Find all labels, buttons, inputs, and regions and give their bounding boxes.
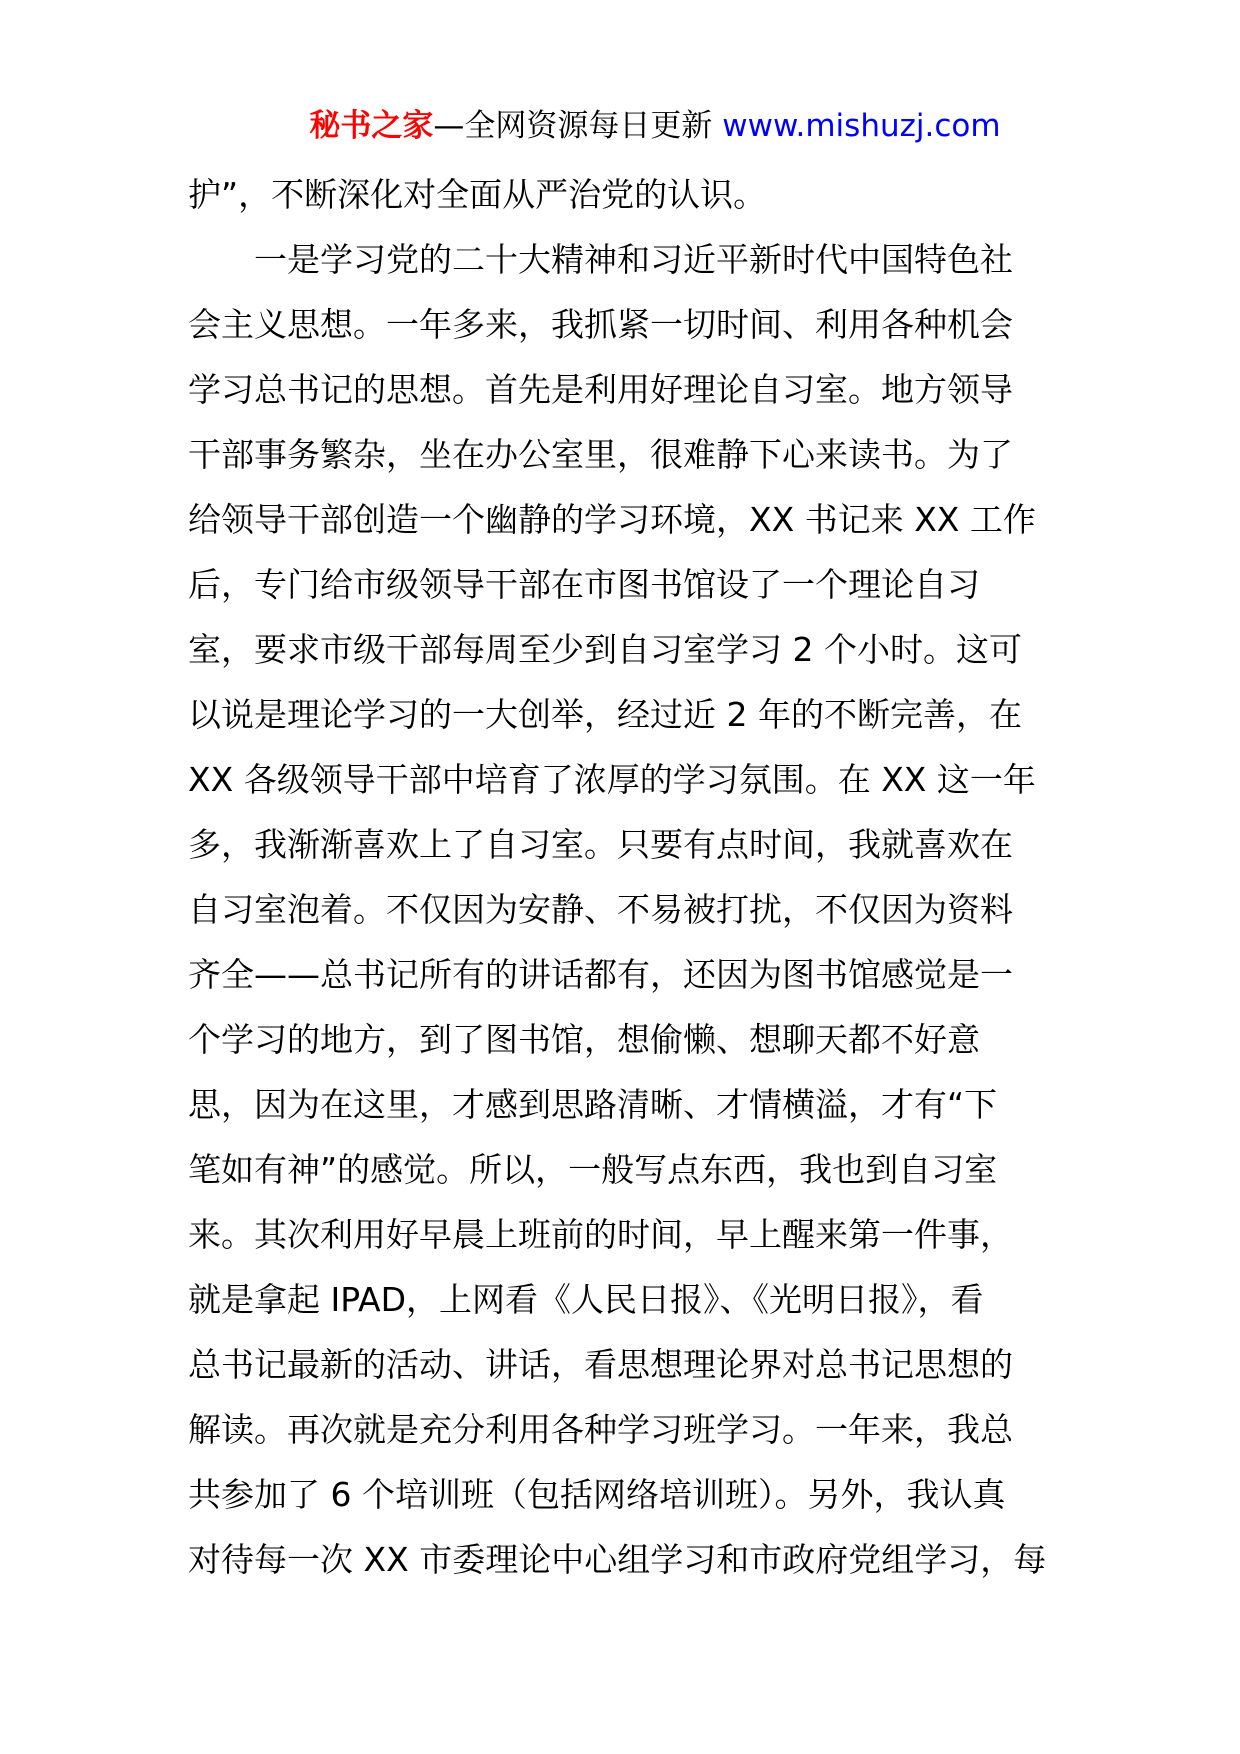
text-line: 护”，不断深化对全面从严治党的认识。 [188, 175, 767, 214]
slogan: —全网资源每日更新 [433, 108, 723, 144]
text-line: 个学习的地方，到了图书馆，想偷懒、想聊天都不好意 [188, 1020, 980, 1059]
text-line: 总书记最新的活动、讲话，看思想理论界对总书记思想的 [188, 1345, 1013, 1384]
text-line: 齐全——总书记所有的讲话都有，还因为图书馆感觉是一 [188, 955, 1013, 994]
text-line: XX 各级领导干部中培育了浓厚的学习氛围。在 XX 这一年 [188, 760, 1036, 799]
text-line: 后，专门给市级领导干部在市图书馆设了一个理论自习 [188, 565, 980, 604]
document-body [188, 162, 1056, 1592]
brand-name: 秘书之家 [309, 108, 434, 144]
text-line: 思，因为在这里，才感到思路清晰、才情横溢，才有“下 [188, 1085, 998, 1124]
text-line: 自习室泡着。不仅因为安静、不易被打扰，不仅因为资料 [188, 890, 1013, 929]
text-line: 就是拿起 IPAD，上网看《人民日报》、《光明日报》，看 [188, 1280, 984, 1319]
text-line: 解读。再次就是充分利用各种学习班学习。一年来，我总 [188, 1410, 1013, 1449]
text-line: 干部事务繁杂，坐在办公室里，很难静下心来读书。为了 [188, 435, 1013, 474]
watermark-header [0, 104, 1240, 148]
website-url[interactable]: www.mishuzj.com [722, 108, 1001, 144]
text-line: 共参加了 6 个培训班（包括网络培训班）。另外，我认真 [188, 1475, 1006, 1514]
text-line: 对待每一次 XX 市委理论中心组学习和市政府党组学习，每 [188, 1540, 1047, 1579]
text-line: 笔如有神”的感觉。所以，一般写点东西，我也到自习室 [188, 1150, 998, 1189]
text-line: 以说是理论学习的一大创举，经过近 2 年的不断完善，在 [188, 695, 1022, 734]
text-line: 多，我渐渐喜欢上了自习室。只要有点时间，我就喜欢在 [188, 825, 1013, 864]
text-line: 室，要求市级干部每周至少到自习室学习 2 个小时。这可 [188, 630, 1022, 669]
text-line: 来。其次利用好早晨上班前的时间，早上醒来第一件事， [188, 1215, 1013, 1254]
text-line: 学习总书记的思想。首先是利用好理论自习室。地方领导 [188, 370, 1013, 409]
text-line: 给领导干部创造一个幽静的学习环境，XX 书记来 XX 工作 [188, 500, 1036, 539]
text-line: 会主义思想。一年多来，我抓紧一切时间、利用各种机会 [188, 305, 1013, 344]
text-line: 一是学习党的二十大精神和习近平新时代中国特色社 [254, 240, 1013, 279]
